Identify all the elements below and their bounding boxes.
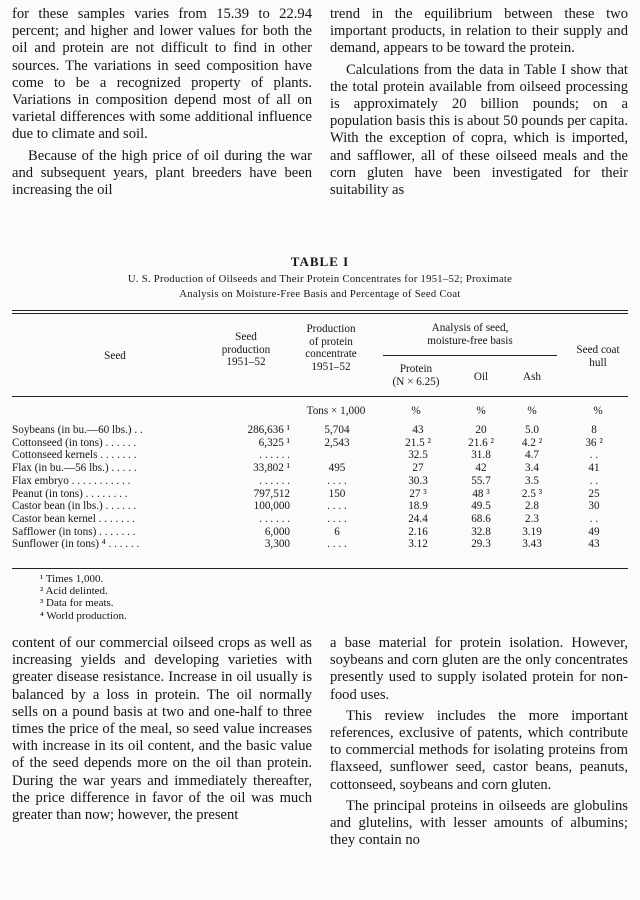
table-title: TABLE I bbox=[290, 254, 350, 269]
table-row bbox=[12, 424, 630, 437]
cell-hull: 36 ² bbox=[585, 436, 603, 449]
paragraph: This review includes the more important references, exclusive of patents, which contribute to commercial methods for isolating proteins from flaxseed, sunflower seed, castor beans, peanuts, cottonseed, soybeans and corn gluten. bbox=[330, 707, 628, 793]
cell-hull: . . bbox=[589, 474, 599, 487]
footnote: ¹ Times 1,000. bbox=[40, 573, 104, 585]
table-row bbox=[12, 449, 630, 462]
cell-oil: 29.3 bbox=[471, 538, 491, 551]
cell-hull: 30 bbox=[588, 500, 600, 513]
header-line: 1951–52 bbox=[311, 360, 351, 373]
cell-oil: 31.8 bbox=[471, 449, 491, 462]
cell-protein: 30.3 bbox=[408, 474, 428, 487]
header-line: production bbox=[221, 343, 271, 356]
cell-ash: 3.43 bbox=[522, 538, 542, 551]
unit-ash: % bbox=[527, 405, 537, 417]
cell-ash: 2.3 bbox=[525, 512, 539, 525]
table-row bbox=[12, 475, 630, 488]
footnote: ⁴ World production. bbox=[40, 609, 127, 622]
cell-oil: 68.6 bbox=[471, 512, 491, 525]
cell-hull: . . bbox=[589, 512, 599, 525]
cell-protein: 3.12 bbox=[408, 538, 428, 551]
cell-protein: 18.9 bbox=[408, 500, 428, 513]
unit-hull: % bbox=[593, 405, 603, 417]
paragraph: Because of the high price of oil during the war and subsequent years, plant breeders have been increasing the oil bbox=[12, 147, 312, 199]
cell-oil: 42 bbox=[475, 462, 487, 475]
cell-concentrate: 150 bbox=[328, 487, 346, 500]
bottom-left-column bbox=[12, 635, 312, 824]
header-line: (N × 6.25) bbox=[392, 375, 440, 388]
cell-ash: 5.0 bbox=[525, 424, 539, 436]
cell-hull: 25 bbox=[588, 487, 600, 500]
header-ash: Ash bbox=[522, 371, 542, 383]
cell-seed: Cottonseed (in tons) . . . . . . bbox=[12, 436, 137, 449]
footnote: ² Acid delinted. bbox=[40, 585, 108, 598]
header-line: Production bbox=[306, 323, 356, 335]
cell-ash: 3.5 bbox=[525, 474, 539, 487]
cell-production: 797,512 bbox=[253, 487, 290, 500]
table-row bbox=[12, 488, 630, 501]
cell-seed: Castor bean kernel . . . . . . . bbox=[12, 512, 136, 525]
table-subtitle-line: U. S. Production of Oilseeds and Their Protein Concentrates for 1951–52; Proximate bbox=[127, 274, 513, 285]
header-concentrate bbox=[285, 323, 377, 373]
cell-protein: 24.4 bbox=[408, 512, 428, 525]
cell-production: 3,300 bbox=[264, 538, 290, 551]
cell-oil: 20 bbox=[475, 424, 487, 436]
header-line: Seed bbox=[235, 331, 257, 343]
cell-oil: 21.6 ² bbox=[468, 436, 494, 449]
header-line: moisture-free basis bbox=[427, 334, 513, 347]
cell-concentrate: 6 bbox=[334, 525, 340, 538]
cell-seed: Safflower (in tons) . . . . . . . bbox=[12, 525, 136, 538]
cell-seed: Soybeans (in bu.—60 lbs.) . . bbox=[12, 424, 143, 436]
analysis-group-rule bbox=[383, 355, 557, 356]
header-line: Seed coat bbox=[576, 344, 620, 356]
cell-concentrate bbox=[294, 449, 380, 462]
header-bottom-rule bbox=[12, 396, 628, 397]
cell-concentrate: . . . . bbox=[327, 538, 347, 551]
header-line: Protein bbox=[399, 363, 433, 375]
unit-protein: % bbox=[411, 405, 421, 417]
header-line: concentrate bbox=[305, 348, 357, 360]
footnotes bbox=[40, 573, 127, 622]
cell-protein: 21.5 ² bbox=[405, 436, 431, 449]
cell-concentrate: . . . . bbox=[327, 500, 347, 513]
table-row bbox=[12, 538, 630, 551]
cell-seed: Castor bean (in lbs.) . . . . . . bbox=[12, 500, 137, 513]
cell-concentrate: 2,543 bbox=[324, 436, 350, 449]
cell-protein: 27 bbox=[412, 462, 424, 475]
cell-seed: Peanut (in tons) . . . . . . . . bbox=[12, 487, 128, 500]
cell-hull: 8 bbox=[591, 424, 597, 436]
cell-ash: 2.5 ³ bbox=[521, 487, 543, 500]
header-line: hull bbox=[589, 356, 607, 369]
paragraph: a base material for protein isolation. However, soybeans and corn gluten are the only concentrates presently used to supply isolated protein for non-food uses. bbox=[330, 635, 628, 703]
table-row bbox=[12, 526, 630, 539]
table-bottom-rule bbox=[12, 568, 628, 569]
cell-production: 286,636 ¹ bbox=[247, 424, 290, 436]
table-top-rule bbox=[12, 310, 628, 311]
paragraph: content of our commercial oilseed crops as well as increasing yields and developing varieties with greater disease resistance. Increase in oil usually is balanced by a loss in protein. The oil normally sells on a pound basis at two and one-half to three times the price of the meal, so seed value increases with increase in its oil content, and the basic value of the seed depends more on the oil than protein. During the war years and immediately thereafter, the price difference in favor of the oil was much greater than now; however, the present bbox=[12, 635, 312, 824]
cell-hull: 41 bbox=[588, 462, 600, 475]
bottom-right-column bbox=[330, 635, 628, 849]
table-subtitle-line: Analysis on Moisture-Free Basis and Percentage of Seed Coat bbox=[179, 289, 461, 300]
cell-oil: 49.5 bbox=[471, 500, 491, 513]
cell-hull: 49 bbox=[588, 525, 600, 538]
unit-oil: % bbox=[476, 405, 486, 417]
cell-oil: 48 ³ bbox=[472, 487, 490, 500]
cell-protein: 32.5 bbox=[408, 449, 428, 462]
oilseed-table bbox=[12, 424, 630, 551]
header-analysis bbox=[385, 322, 555, 347]
cell-ash: 4.7 bbox=[525, 449, 539, 462]
cell-production: . . . . . . bbox=[259, 474, 290, 487]
cell-production: . . . . . . bbox=[259, 449, 290, 462]
paragraph: The principal proteins in oilseeds are globulins and glutelins, with lesser amounts of albumins; they contain no bbox=[330, 797, 628, 849]
paragraph: Calculations from the data in Table I show that the total protein available from oilseed processing is approximately 20 billion pounds; on a population basis this is about 50 pounds per capita. With the exception of copra, which is imported, and safflower, all of these oilseed meals and the corn gluten have been investigated for their suitability as bbox=[330, 61, 628, 199]
header-seed: Seed bbox=[104, 350, 126, 362]
cell-seed: Sunflower (in tons) ⁴ . . . . . . bbox=[12, 538, 140, 551]
cell-production: . . . . . . bbox=[259, 512, 290, 525]
header-production bbox=[200, 331, 292, 369]
top-right-column bbox=[330, 6, 628, 199]
cell-hull: 43 bbox=[588, 538, 600, 551]
table-row bbox=[12, 500, 630, 513]
paragraph: for these samples varies from 15.39 to 22.94 percent; and higher and lower values for both the oil and protein are not difficult to find in other sources. The variations in seed composition have come to be a recognized property of plants. Variations in composition depend most of all on varietal differences with some additional influence due to climate and soil. bbox=[12, 6, 312, 143]
unit-concentrate: Tons × 1,000 bbox=[306, 405, 366, 417]
table-row bbox=[12, 462, 630, 475]
cell-hull: . . bbox=[589, 449, 599, 462]
cell-ash: 3.19 bbox=[522, 525, 542, 538]
table-row bbox=[12, 513, 630, 526]
header-line: 1951–52 bbox=[226, 356, 266, 368]
cell-ash: 2.8 bbox=[525, 500, 539, 513]
header-protein bbox=[378, 363, 454, 388]
header-line: of protein bbox=[309, 335, 353, 348]
cell-protein: 2.16 bbox=[408, 525, 428, 538]
table-subtitle bbox=[20, 272, 620, 302]
paragraph: trend in the equilibrium between these two important products, in relation to their supply and demand, appears to be toward the protein. bbox=[330, 6, 628, 57]
header-line: Analysis of seed, bbox=[431, 322, 509, 334]
cell-concentrate: 495 bbox=[328, 462, 346, 475]
header-oil: Oil bbox=[473, 371, 489, 383]
top-left-column bbox=[12, 6, 312, 199]
table-row bbox=[12, 437, 630, 450]
cell-production: 6,000 bbox=[264, 525, 290, 538]
cell-production: 33,802 ¹ bbox=[253, 462, 290, 475]
cell-concentrate: 5,704 bbox=[324, 424, 350, 436]
cell-ash: 3.4 bbox=[525, 462, 539, 475]
table-top-rule bbox=[12, 313, 628, 314]
cell-protein: 43 bbox=[412, 424, 424, 436]
footnote: ³ Data for meats. bbox=[40, 597, 114, 610]
cell-concentrate: . . . . bbox=[327, 474, 347, 487]
cell-production: 100,000 bbox=[253, 500, 290, 513]
cell-protein: 27 ³ bbox=[409, 487, 427, 500]
cell-oil: 32.8 bbox=[471, 525, 491, 538]
cell-seed: Flax (in bu.—56 lbs.) . . . . . bbox=[12, 462, 137, 475]
cell-ash: 4.2 ² bbox=[521, 436, 543, 449]
cell-concentrate: . . . . bbox=[327, 512, 347, 525]
cell-oil: 55.7 bbox=[471, 474, 491, 487]
cell-seed: Flax embryo . . . . . . . . . . . bbox=[12, 474, 131, 487]
cell-seed: Cottonseed kernels . . . . . . . bbox=[12, 449, 137, 462]
header-hull bbox=[560, 344, 636, 369]
cell-production: 6,325 ¹ bbox=[258, 436, 290, 449]
